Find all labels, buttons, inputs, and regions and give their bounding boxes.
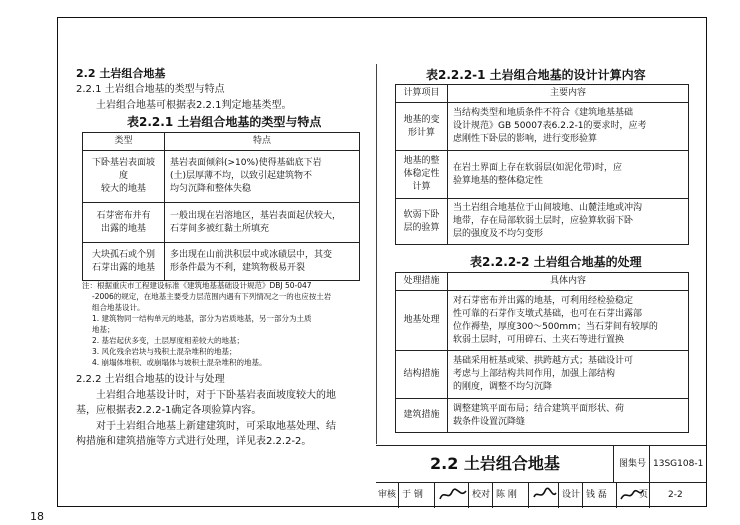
table-header: 具体内容 <box>448 273 689 291</box>
title-block-top <box>376 445 706 482</box>
table-cell: 地基的变 形计算 <box>396 103 448 151</box>
table-row <box>83 151 360 203</box>
table-header: 计算项目 <box>396 85 448 103</box>
design-label: 设计 <box>562 490 581 500</box>
table-header-row <box>396 273 689 291</box>
page-number: 18 <box>30 510 44 523</box>
page-label: 页 <box>639 490 649 500</box>
table-row <box>396 399 689 433</box>
table-row <box>83 243 360 281</box>
section-heading: 2.2 土岩组合地基 <box>76 67 166 80</box>
table3 <box>395 272 689 433</box>
intro-text: 土岩组合地基可根据表2.2.1判定地基类型。 <box>96 100 292 111</box>
title-block-signatures <box>376 482 706 508</box>
table1 <box>82 132 360 281</box>
table-header: 主要内容 <box>448 85 689 103</box>
note-line: 4. 崩塌体堆积、或崩塌体与坡积土混杂堆积的地基。 <box>92 358 267 367</box>
table2 <box>395 84 689 245</box>
paragraph-line: 土岩组合地基设计时，对于下卧基岩表面坡度较大的地 <box>96 390 336 401</box>
table-row <box>396 103 689 151</box>
table-cell: 多出现在山前洪积层中或冰碛层中，其变 形条件最为不利，建筑物极易开裂 <box>165 243 360 281</box>
table-cell: 基础采用桩基或梁、拱跨越方式；基础设计可 考虑与上部结构共同作用，加强上部结构 的刚度，调整不均匀沉降 <box>448 351 689 399</box>
subsection-heading-1: 2.2.1 土岩组合地基的类型与特点 <box>76 84 225 95</box>
note-line: 组合地基设计。 <box>92 303 145 312</box>
checker-name: 陈 刚 <box>496 490 517 500</box>
table2-caption: 表2.2.2-1 土岩组合地基的设计计算内容 <box>426 68 646 82</box>
atlas-number: 13SG108-1 <box>653 459 704 469</box>
column-divider <box>376 64 377 444</box>
table-row <box>396 151 689 199</box>
table-row <box>396 291 689 351</box>
table-cell: 软弱下卧 层的验算 <box>396 199 448 245</box>
table-row <box>83 203 360 243</box>
subsection-heading-2: 2.2.2 土岩组合地基的设计与处理 <box>76 374 225 385</box>
table3-caption: 表2.2.2-2 土岩组合地基的处理 <box>470 255 642 269</box>
paragraph-line: 对于土岩组合地基上新建建筑时，可采取地基处理、结 <box>96 421 336 432</box>
paragraph-line: 基，应根据表2.2.2-1确定各项验算内容。 <box>76 405 262 416</box>
table-cell: 当结构类型和地质条件不符合《建筑地基基础 设计规范》GB 50007表6.2.2-1的要求时，应考 虑刚性下卧层的影响，进行变形验算 <box>448 103 689 151</box>
review-label: 审核 <box>378 490 397 500</box>
table-header: 处理措施 <box>396 273 448 291</box>
table-cell: 石芽密布并有 出露的地基 <box>83 203 165 243</box>
table-header-row <box>396 85 689 103</box>
table-header: 类型 <box>83 133 165 151</box>
reviewer-signature <box>438 487 468 503</box>
note-line: 3. 风化残余岩块与残积土混杂堆积的地基； <box>92 347 237 356</box>
table-cell: 一般出现在岩溶地区，基岩表面起伏较大， 石芽间多被红黏土所填充 <box>165 203 360 243</box>
note-line: 地基； <box>92 325 115 334</box>
paragraph-line: 构措施和建筑措施等方式进行处理，详见表2.2.2-2。 <box>76 436 312 447</box>
table-cell: 基岩表面倾斜(>10%)使得基础底下岩 (土)层厚薄不均，以致引起建筑物不 均匀沉降和整体失稳 <box>165 151 360 203</box>
checker-signature <box>532 487 558 503</box>
table-cell: 下卧基岩表面坡度 较大的地基 <box>83 151 165 203</box>
table-row <box>396 351 689 399</box>
table-header-row <box>83 133 360 151</box>
atlas-label: 图集号 <box>619 459 647 469</box>
note-line: 2. 基岩起伏多变，土层厚度相差较大的地基； <box>92 336 245 345</box>
table1-caption: 表2.2.1 土岩组合地基的类型与特点 <box>127 115 322 129</box>
table-header: 特点 <box>165 133 360 151</box>
table-cell: 调整建筑平面布局；结合建筑平面形状、荷 载条件设置沉降缝 <box>448 399 689 433</box>
note-line: 注：根据重庆市工程建设标准《建筑地基基础设计规范》DBJ 50-047 <box>82 281 312 290</box>
table-cell: 大块孤石或个别 石芽出露的地基 <box>83 243 165 281</box>
table-cell: 地基处理 <box>396 291 448 351</box>
note-line: -2006的规定，在地基主要受力层范围内遇有下列情况之一的也应按土岩 <box>92 292 332 301</box>
note-line: 1. 建筑物同一结构单元的地基，部分为岩质地基，另一部分为土质 <box>92 314 312 323</box>
table-cell: 对石芽密布并出露的地基，可利用经检验稳定 性可靠的石芽作支墩式基础，也可在石芽出露部 位作褥垫，厚度300～500mm；当石芽间有较厚的 软弱土层时，可用碎石、土夹石等进行置换 <box>448 291 689 351</box>
drawing-title: 2.2 土岩组合地基 <box>430 454 560 473</box>
table-row <box>396 199 689 245</box>
table-cell: 建筑措施 <box>396 399 448 433</box>
designer-name: 钱 磊 <box>586 490 607 500</box>
check-label: 校对 <box>472 490 491 500</box>
title-block <box>376 445 707 507</box>
table-cell: 地基的整 体稳定性 计算 <box>396 151 448 199</box>
page-number-code: 2-2 <box>668 490 683 500</box>
table-cell: 结构措施 <box>396 351 448 399</box>
table-cell: 在岩土界面上存在软弱层(如泥化带)时，应 验算地基的整体稳定性 <box>448 151 689 199</box>
reviewer-name: 于 钢 <box>402 490 423 500</box>
table-cell: 当土岩组合地基位于山间坡地、山麓洼地或冲沟 地带，存在局部软弱土层时，应验算软弱下卧 层的强度及不均匀变形 <box>448 199 689 245</box>
